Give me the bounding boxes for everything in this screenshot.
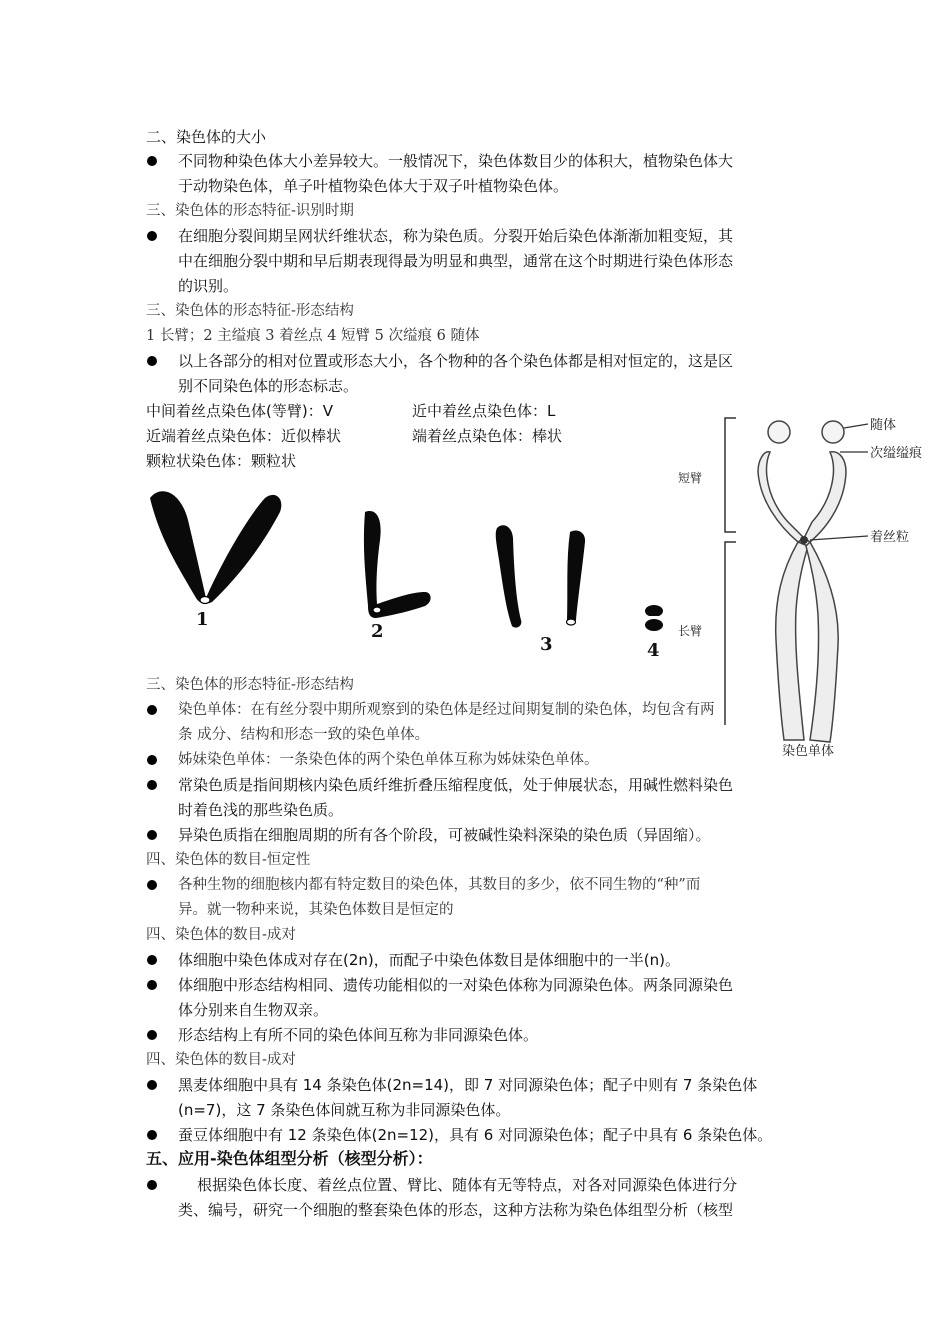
paragraph-line: (n=7)，这 7 条染色体间就互称为非同源染色体。 (178, 1101, 511, 1119)
paragraph-line: 体分别来自生物双亲。 (178, 1001, 329, 1019)
parts-list: 1 长臂；2 主缢痕 3 着丝点 4 短臂 5 次缢痕 6 随体 (146, 328, 480, 344)
section-heading: 四、染色体的数目-恒定性 (146, 852, 311, 868)
centromere-dot (200, 597, 210, 604)
figure-label: 随体 (870, 418, 897, 433)
chromosome-rod-shape (567, 530, 585, 624)
figure-label: 着丝粒 (870, 530, 910, 545)
section-heading: 三、染色体的形态特征-形态结构 (146, 303, 354, 319)
satellite (822, 421, 844, 443)
section-heading: 三、染色体的形态特征-识别时期 (146, 203, 354, 219)
paragraph-line: 异。就一物种来说，其染色体数目是恒定的 (178, 902, 454, 918)
chromatid-long-arm (776, 542, 808, 740)
section-heading: 五、应用-染色体组型分析（核型分析）： (146, 1149, 433, 1168)
chromatid-short-arm (804, 452, 846, 542)
centromere-dot (373, 607, 381, 613)
centromere-dot (567, 619, 576, 625)
chromosome-type: 颗粒状染色体：颗粒状 (146, 452, 297, 470)
figure-label: 短臂 (678, 471, 703, 485)
bullet-dot (147, 980, 157, 990)
figure-label: 次缢缢痕 (870, 446, 923, 461)
short-arm-bracket (725, 418, 736, 532)
bullet-dot (147, 755, 157, 765)
paragraph-line: 类、编号，研究一个细胞的整套染色体的形态，这种方法称为染色体组型分析（核型 (178, 1201, 734, 1219)
paragraph-line: 条 成分、结构和形态一致的染色单体。 (178, 727, 430, 743)
section-heading: 四、染色体的数目-成对 (146, 1052, 296, 1068)
paragraph-line: 根据染色体长度、着丝点位置、臂比、随体有无等特点，对各对同源染色体进行分 (178, 1176, 738, 1194)
paragraph-line: 黑麦体细胞中具有 14 条染色体(2n=14)，即 7 对同源染色体；配子中则有 7 条染色体 (178, 1076, 758, 1094)
figure-label: 3 (540, 634, 553, 655)
bullet-dot (147, 1130, 157, 1140)
paragraph-line: 体细胞中形态结构相同、遗传功能相似的一对染色体称为同源染色体。两条同源染色 (178, 976, 734, 994)
chromosome-type: 端着丝点染色体：棒状 (412, 427, 563, 445)
chromatid-long-arm (806, 542, 838, 742)
figure-label: 4 (647, 640, 660, 661)
paragraph-line: 姊妹染色单体：一条染色体的两个染色单体互称为姊妹染色单体。 (178, 752, 599, 768)
chromosome-type: 近中着丝点染色体：L (412, 402, 556, 420)
figure-label: 长臂 (678, 624, 703, 638)
bullet-dot (147, 955, 157, 965)
bullet-dot (147, 880, 157, 890)
bullet-dot (147, 780, 157, 790)
centromere (800, 536, 808, 544)
bullet-dot (147, 1030, 157, 1040)
paragraph-line: 蚕豆体细胞中有 12 条染色体(2n=12)，具有 6 对同源染色体；配子中具有 6 条染色体。 (178, 1126, 773, 1144)
paragraph-line: 中在细胞分裂中期和早后期表现得最为明显和典型，通常在这个时期进行染色体形态 (178, 252, 734, 270)
paragraph-line: 染色单体：在有丝分裂中期所观察到的染色体是经过间期复制的染色体，均包含有两 (178, 702, 715, 718)
paragraph-line: 不同物种染色体大小差异较大。一般情况下，染色体数目少的体积大，植物染色体大 (178, 152, 734, 170)
figure-label: 1 (196, 609, 209, 630)
bullet-dot (147, 830, 157, 840)
paragraph-line: 以上各部分的相对位置或形态大小，各个物种的各个染色体都是相对恒定的，这是区 (178, 352, 734, 370)
chromosome-granule (645, 619, 663, 631)
paragraph-line: 形态结构上有所不同的染色体间互称为非同源染色体。 (178, 1026, 539, 1044)
section-heading: 三、染色体的形态特征-形态结构 (146, 677, 354, 693)
chromatid-short-arm (758, 452, 804, 542)
paragraph-line: 常染色质是指间期核内染色质纤维折叠压缩程度低，处于伸展状态，用碱性燃料染色 (178, 776, 734, 794)
bullet-dot (147, 1180, 157, 1190)
chromosome-shapes-figure (140, 480, 680, 670)
chromosome-structure-figure (670, 400, 945, 780)
bullet-dot (147, 356, 157, 366)
figure-label: 2 (371, 621, 384, 642)
chromosome-granule (645, 605, 663, 617)
chromosome-type: 中间着丝点染色体(等臂)：V (146, 402, 333, 420)
paragraph-line: 各种生物的细胞核内都有特定数目的染色体，其数目的多少，依不同生物的“种”而 (178, 877, 701, 893)
section-heading: 四、染色体的数目-成对 (146, 927, 296, 943)
bullet-dot (147, 1080, 157, 1090)
chromosome-type: 近端着丝点染色体：近似棒状 (146, 427, 342, 445)
long-arm-bracket (725, 542, 736, 725)
paragraph-line: 别不同染色体的形态标志。 (178, 377, 359, 395)
paragraph-line: 于动物染色体，单子叶植物染色体大于双子叶植物染色体。 (178, 177, 569, 195)
chromosome-v-shape (150, 491, 281, 603)
bullet-dot (147, 231, 157, 241)
satellite (768, 421, 790, 443)
bullet-dot (147, 156, 157, 166)
figure-label: 染色单体 (782, 744, 835, 759)
paragraph-line: 在细胞分裂间期呈网状纤维状态，称为染色质。分裂开始后染色体渐渐加粗变短，其 (178, 227, 734, 245)
paragraph-line: 体细胞中染色体成对存在(2n)，而配子中染色体数目是体细胞中的一半(n)。 (178, 951, 680, 969)
chromosome-rod-shape (496, 525, 522, 627)
paragraph-line: 异染色质指在细胞周期的所有各个阶段，可被碱性染料深染的染色质（异固缩）。 (178, 826, 711, 844)
section-heading: 二、染色体的大小 (146, 128, 267, 146)
chromosome-l-shape (364, 511, 431, 618)
paragraph-line: 时着色浅的那些染色质。 (178, 801, 344, 819)
bullet-dot (147, 705, 157, 715)
paragraph-line: 的识别。 (178, 277, 239, 295)
